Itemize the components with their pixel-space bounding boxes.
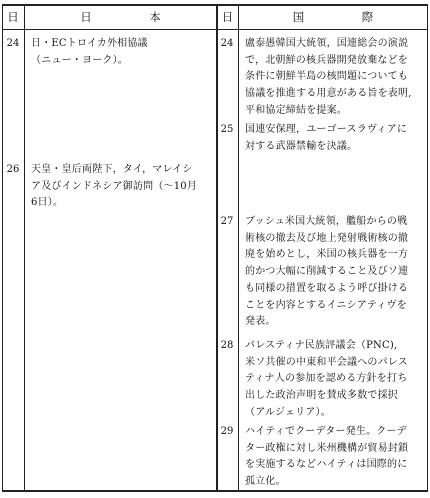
entry-line: ブッシュ米国大統領，艦船からの戦 (245, 216, 408, 227)
intl-entry-text (245, 424, 427, 491)
entry-line: 6日）。 (31, 197, 64, 209)
japan-entry-text (31, 36, 213, 69)
col-divider-japan-intl (216, 4, 218, 492)
header-day-japan: 日 (7, 10, 19, 24)
entry-line: 条件に朝鮮半島の核問題についても (245, 71, 408, 83)
col-divider-day-intl (238, 4, 239, 492)
table-left-border (2, 4, 3, 492)
entry-line: 出した政治声明を賛成多数で採択 (245, 390, 398, 402)
intl-entry-day: 28 (220, 340, 234, 351)
entry-line: ティナ人の参加を認める方針を打ち (245, 373, 408, 385)
intl-entry-text (245, 214, 427, 331)
header-intl: 国 際 (292, 10, 374, 24)
entry-line: 盧泰愚韓国大統領，国連総会の演説 (245, 38, 409, 49)
entry-line: も同様の措置を取るよう呼び掛ける (245, 282, 409, 294)
entry-line: を実施するなどハイティは国際的に (245, 459, 408, 471)
entry-line: 米ソ共催の中東和平会議へのパレス (245, 356, 408, 368)
entry-line: 天皇・皇后両陛下，タイ，マレイシ (31, 164, 193, 175)
chronology-table (2, 4, 428, 492)
intl-entry-day: 27 (220, 216, 234, 227)
col-divider-day-japan (24, 4, 25, 492)
entry-line: ことを内容とするイニシアティヴを (245, 299, 407, 311)
entry-line: 平和協定締結を提案。 (245, 104, 347, 116)
intl-entry-day: 29 (220, 426, 234, 437)
table-right-border (427, 4, 428, 492)
entry-line: 対する武器禁輸を決議。 (245, 140, 358, 152)
header-japan: 日 本 (80, 10, 161, 24)
intl-entry-text (245, 36, 427, 120)
entry-line: （ニュー・ヨーク）。 (31, 54, 128, 66)
entry-line: パレスティナ民族評議会（PNC), (245, 340, 398, 351)
intl-entry-day: 24 (220, 38, 234, 49)
entry-line: 協議を推進する用意がある旨を表明, (245, 88, 412, 100)
entry-line: 廃を始めとし，米国の核兵器を一方 (245, 249, 409, 261)
intl-entry-day: 25 (220, 124, 234, 135)
entry-line: ア及びインドネシア御訪問（〜10月 (31, 180, 198, 192)
entry-line: 発表。 (245, 316, 276, 328)
entry-line: ハイティでクーデター発生。クーデ (245, 426, 407, 437)
entry-line: 的かつ大幅に削減すること及びソ連 (245, 266, 409, 278)
header-bottom-border (2, 29, 428, 30)
entry-line: 日・ECトロイカ外相協議 (31, 38, 148, 49)
intl-entry-text (245, 338, 427, 422)
japan-entry-day: 24 (6, 38, 20, 49)
japan-entry-day: 26 (6, 164, 20, 175)
entry-line: 孤立化。 (245, 476, 286, 488)
entry-line: 国連安保理，ユーゴースラヴィアに (245, 124, 408, 135)
header-day-intl: 日 (221, 10, 234, 24)
entry-line: （アルジェリア）。 (245, 406, 331, 418)
table-top-border (2, 4, 428, 6)
intl-entry-text (245, 122, 427, 155)
entry-line: 術核の撤去及び地上発射戦術核の撤 (245, 232, 409, 244)
entry-line: ター政権に対し米州機構が貿易封鎖 (245, 442, 409, 454)
japan-entry-text (31, 162, 213, 212)
entry-line: で，北朝鮮の核兵器開発放棄などを (245, 54, 408, 66)
